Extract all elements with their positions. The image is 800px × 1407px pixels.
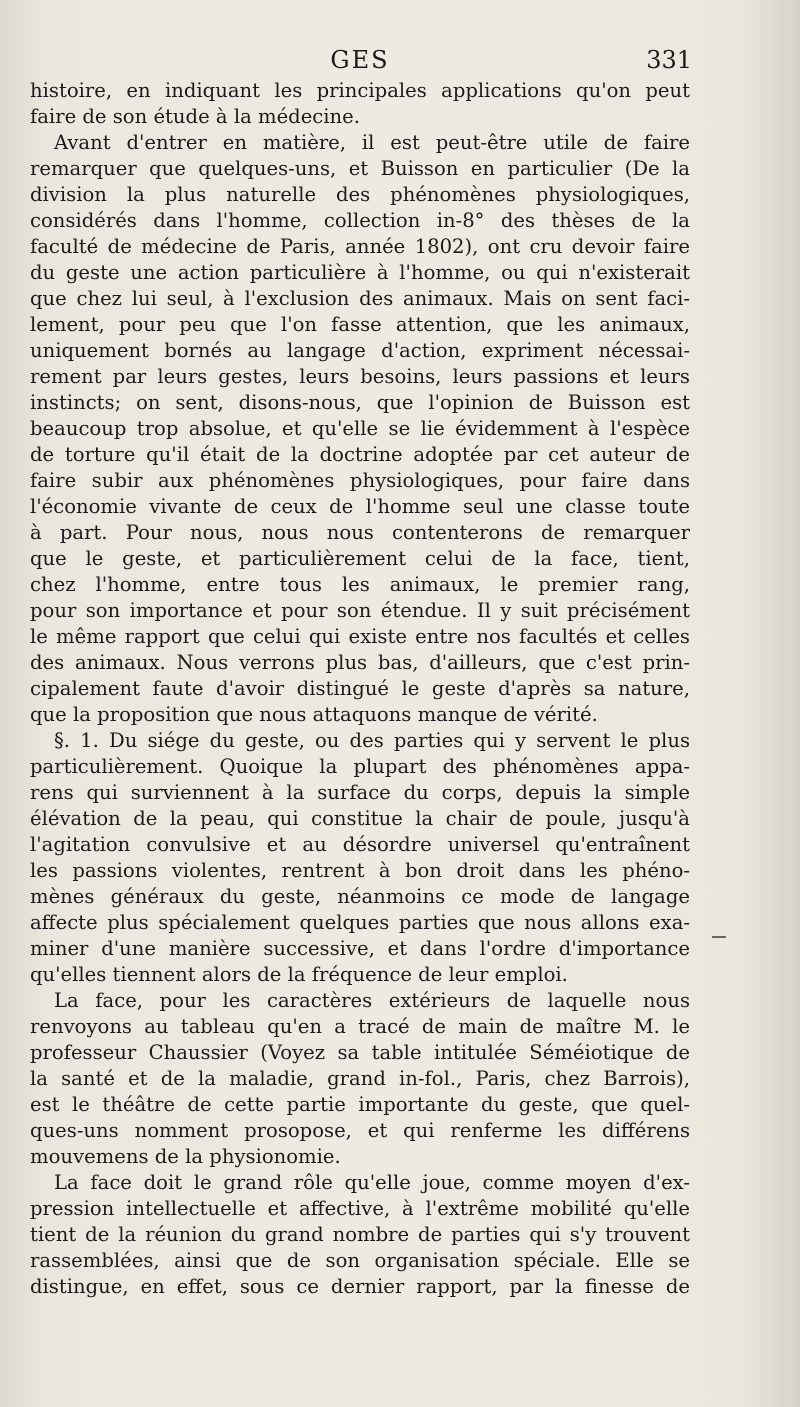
text-line: des animaux. Nous verrons plus bas, d'ailleurs, que c'est prin-: [30, 651, 690, 674]
text-line: pour son importance et pour son étendue. Il y suit précisément: [30, 599, 690, 622]
text-line: pression intellectuelle et affective, à l'extrême mobilité qu'elle: [30, 1197, 690, 1220]
text-line: beaucoup trop absolue, et qu'elle se lie évidemment à l'espèce: [30, 417, 690, 440]
text-line: du geste une action particulière à l'homme, ou qui n'existerait: [30, 261, 690, 284]
text-line: qu'elles tiennent alors de la fréquence de leur emploi.: [30, 963, 568, 986]
text-line: mènes généraux du geste, néanmoins ce mode de langage: [30, 885, 690, 908]
text-line: division la plus naturelle des phénomènes physiologiques,: [30, 183, 690, 206]
text-line: la santé et de la maladie, grand in-fol., Paris, chez Barrois),: [30, 1067, 690, 1090]
text-line: que le geste, et particulièrement celui de la face, tient,: [30, 547, 690, 570]
text-line: renvoyons au tableau qu'en a tracé de main de maître M. le: [30, 1015, 690, 1038]
text-line: à part. Pour nous, nous nous contenterons de remarquer: [30, 521, 690, 544]
text-line: les passions violentes, rentrent à bon droit dans les phéno-: [30, 859, 690, 882]
text-line: cipalement faute d'avoir distingué le geste d'après sa nature,: [30, 677, 690, 700]
text-line: chez l'homme, entre tous les animaux, le premier rang,: [30, 573, 690, 596]
page-header: [30, 46, 690, 78]
text-line: professeur Chaussier (Voyez sa table intitulée Séméiotique de: [30, 1041, 690, 1064]
text-line: tient de la réunion du grand nombre de parties qui s'y trouvent: [30, 1223, 690, 1246]
text-line: de torture qu'il était de la doctrine adoptée par cet auteur de: [30, 443, 690, 466]
text-line: particulièrement. Quoique la plupart des phénomènes appa-: [30, 755, 690, 778]
text-line: miner d'une manière successive, et dans l'ordre d'importance: [30, 937, 690, 960]
text-line: faire de son étude à la médecine.: [30, 105, 360, 128]
text-line: que chez lui seul, à l'exclusion des animaux. Mais on sent faci-: [30, 287, 690, 310]
text-line: mouvemens de la physionomie.: [30, 1145, 341, 1168]
text-line: l'économie vivante de ceux de l'homme seul une classe toute: [30, 495, 690, 518]
body-text: [30, 78, 690, 1300]
text-line: rement par leurs gestes, leurs besoins, leurs passions et leurs: [30, 365, 690, 388]
text-line: Avant d'entrer en matière, il est peut-être utile de faire: [54, 131, 690, 154]
text-line: affecte plus spécialement quelques parties que nous allons exa-: [30, 911, 690, 934]
text-line: uniquement bornés au langage d'action, expriment nécessai-: [30, 339, 690, 362]
text-line: lement, pour peu que l'on fasse attention, que les animaux,: [30, 313, 690, 336]
text-line: rens qui surviennent à la surface du corps, depuis la simple: [30, 781, 690, 804]
text-line: histoire, en indiquant les principales applications qu'on peut: [30, 79, 690, 102]
text-line: rassemblées, ainsi que de son organisation spéciale. Elle se: [30, 1249, 690, 1272]
text-line: élévation de la peau, qui constitue la chair de poule, jusqu'à: [30, 807, 690, 830]
text-line: que la proposition que nous attaquons manque de vérité.: [30, 703, 598, 726]
page-number: 331: [646, 46, 692, 74]
margin-dash: [712, 936, 726, 938]
text-line: le même rapport que celui qui existe entre nos facultés et celles: [30, 625, 690, 648]
text-line: l'agitation convulsive et au désordre universel qu'entraînent: [30, 833, 690, 856]
text-line: faire subir aux phénomènes physiologiques, pour faire dans: [30, 469, 690, 492]
text-line: §. 1. Du siége du geste, ou des parties qui y servent le plus: [54, 729, 690, 752]
text-line: faculté de médecine de Paris, année 1802), ont cru devoir faire: [30, 235, 690, 258]
text-line: La face, pour les caractères extérieurs de laquelle nous: [54, 989, 690, 1012]
running-head: GES: [330, 46, 390, 74]
text-line: est le théâtre de cette partie importante du geste, que quel-: [30, 1093, 690, 1116]
text-line: distingue, en effet, sous ce dernier rapport, par la finesse de: [30, 1275, 690, 1298]
text-line: La face doit le grand rôle qu'elle joue, comme moyen d'ex-: [54, 1171, 690, 1194]
text-line: instincts; on sent, disons-nous, que l'opinion de Buisson est: [30, 391, 690, 414]
text-line: remarquer que quelques-uns, et Buisson en particulier (De la: [30, 157, 690, 180]
text-line: considérés dans l'homme, collection in-8° des thèses de la: [30, 209, 690, 232]
text-line: ques-uns nomment prosopose, et qui renferme les différens: [30, 1119, 690, 1142]
